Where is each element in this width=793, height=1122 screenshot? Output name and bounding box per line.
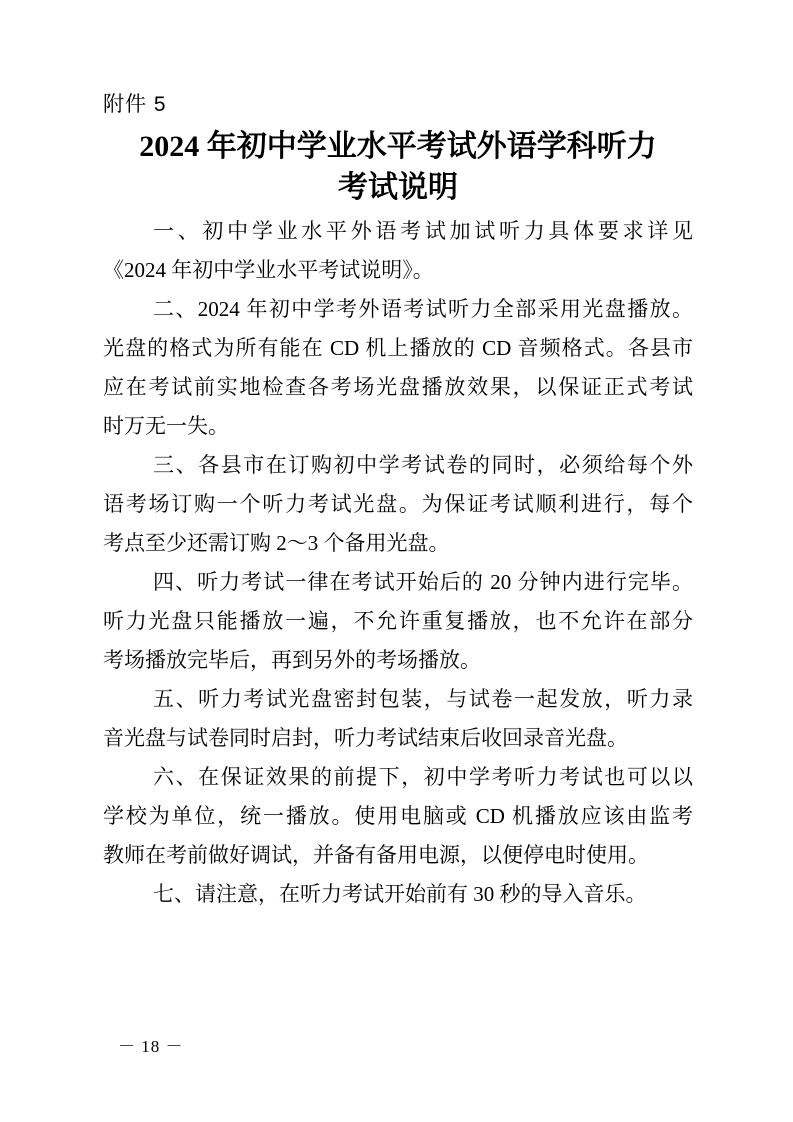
body-paragraph <box>103 875 693 914</box>
document-content <box>103 0 693 914</box>
body-line: 七、请注意，在听力考试开始前有 30 秒的导入音乐。 <box>153 882 647 906</box>
body-line: 《2024 年初中学业水平考试说明》。 <box>103 258 434 282</box>
body-line: 考点至少还需订购 2～3 个备用光盘。 <box>103 531 450 555</box>
body-line: 应在考试前实地检查各考场光盘播放效果，以保证正式考试 <box>103 375 693 399</box>
body-line: 五、听力考试光盘密封包装，与试卷一起发放，听力录 <box>153 687 693 711</box>
body-paragraph <box>103 680 693 758</box>
title-line: 2024 年初中学业水平考试外语学科听力 <box>139 130 657 163</box>
page-number: － 18 － <box>118 1037 184 1056</box>
body-line: 语考场订购一个听力考试光盘。为保证考试顺利进行，每个 <box>103 492 693 516</box>
body-line: 光盘的格式为所有能在 CD 机上播放的 CD 音频格式。各县市 <box>103 336 693 360</box>
document-body <box>103 212 693 914</box>
body-line: 六、在保证效果的前提下，初中学考听力考试也可以以 <box>153 765 693 789</box>
body-paragraph <box>103 290 693 446</box>
body-line: 听力光盘只能播放一遍，不允许重复播放，也不允许在部分 <box>103 609 693 633</box>
attachment-label: 附件 5 <box>103 93 167 116</box>
body-line: 二、2024 年初中学考外语考试听力全部采用光盘播放。 <box>153 297 693 321</box>
body-paragraph <box>103 563 693 680</box>
title-line: 考试说明 <box>338 171 458 204</box>
body-line: 学校为单位，统一播放。使用电脑或 CD 机播放应该由监考 <box>103 804 693 828</box>
body-paragraph <box>103 446 693 563</box>
body-line: 三、各县市在订购初中学考试卷的同时，必须给每个外 <box>153 453 693 477</box>
body-line: 四、听力考试一律在考试开始后的 20 分钟内进行完毕。 <box>153 570 693 594</box>
body-paragraph <box>103 212 693 290</box>
document-title <box>103 126 693 208</box>
body-line: 考场播放完毕后，再到另外的考场播放。 <box>103 648 481 672</box>
body-line: 教师在考前做好调试，并备有备用电源，以便停电时使用。 <box>103 843 649 867</box>
body-line: 时万无一失。 <box>103 414 229 438</box>
body-line: 一、初中学业水平外语考试加试听力具体要求详见 <box>153 219 693 243</box>
body-line: 音光盘与试卷同时启封，听力考试结束后收回录音光盘。 <box>103 726 628 750</box>
body-paragraph <box>103 758 693 875</box>
